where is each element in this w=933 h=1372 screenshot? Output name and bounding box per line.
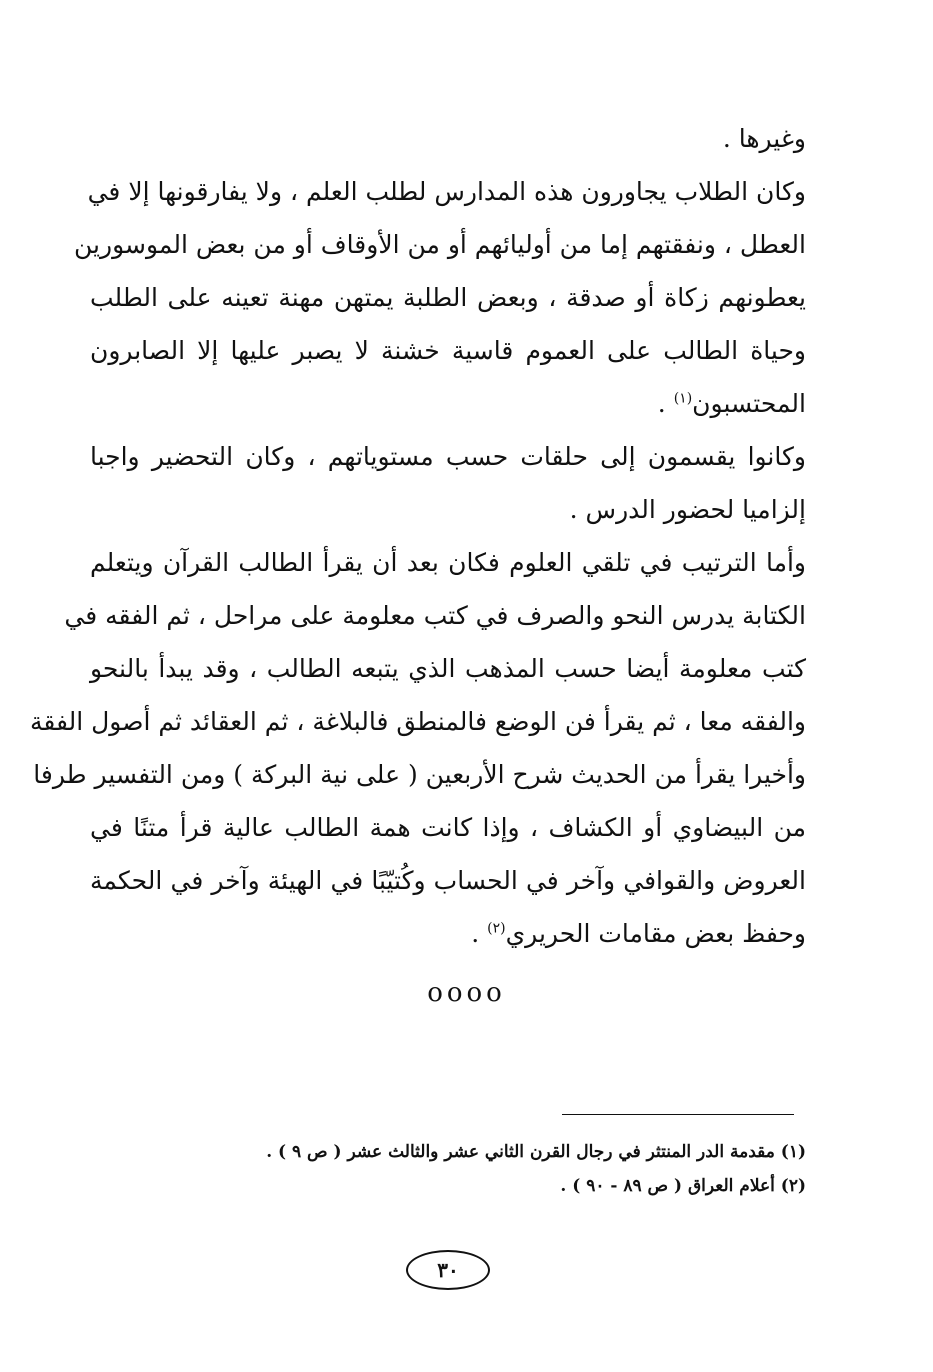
text-line: وأما الترتيب في تلقي العلوم فكان بعد أن يقرأ الطالب القرآن ويتعلم	[90, 548, 806, 577]
footnotes	[100, 1135, 806, 1203]
text-line: وكان الطلاب يجاورون هذه المدارس لطلب العلم ، ولا يفارقونها إلا في	[87, 177, 806, 206]
footnote-item: (١) مقدمة الدر المنتثر في رجال القرن الثاني عشر والثالث عشر ( ص ٩ ) .	[266, 1142, 806, 1162]
footnote-item: (٢) أعلام العراق ( ص ٨٩ - ٩٠ ) .	[560, 1176, 806, 1196]
text-line: الكتابة يدرس النحو والصرف في كتب معلومة على مراحل ، ثم الفقه في	[64, 601, 806, 630]
text-line: العطل ، ونفقتهم إما من أوليائهم أو من الأوقاف أو من بعض الموسورين	[74, 230, 806, 259]
text-fragment: المحتسبون	[692, 389, 806, 418]
text-line: العروض والقوافي وآخر في الحساب وكُتيّبًا في الهيئة وآخر في الحكمة	[90, 866, 806, 895]
text-line: وأخيرا يقرأ من الحديث شرح الأربعين ( على نية البركة ) ومن التفسير طرفا	[33, 760, 806, 789]
text-fragment: .	[471, 919, 488, 948]
text-line: والفقه معا ، ثم يقرأ فن الوضع فالمنطق فالبلاغة ، ثم العقائد ثم أصول الفقة	[29, 707, 806, 736]
text-fragment: وحفظ بعض مقامات الحريري	[505, 919, 806, 948]
text-line-with-footnote	[90, 907, 806, 960]
footnote-reference: (٢)	[487, 920, 506, 937]
text-line: وكانوا يقسمون إلى حلقات حسب مستوياتهم ، وكان التحضير واجبا	[90, 442, 806, 471]
text-line: من البيضاوي أو الكشاف ، وإذا كانت همة الطالب عالية قرأ متنًا في	[90, 813, 806, 842]
page-number-frame	[406, 1250, 490, 1290]
text-line: يعطونهم زكاة أو صدقة ، وبعض الطلبة يمتهن مهنة تعينه على الطلب	[90, 283, 806, 312]
main-text	[29, 112, 806, 960]
text-line: وغيرها .	[722, 124, 806, 153]
footnote-divider	[562, 1114, 794, 1115]
page-number: ٣٠	[437, 1258, 459, 1282]
text-line: كتب معلومة أيضا حسب المذهب الذي يتبعه الطالب ، وقد يبدأ بالنحو	[90, 654, 806, 683]
section-separator: oooo	[427, 978, 506, 1008]
text-line: وحياة الطالب على العموم قاسية خشنة لا يصبر عليها إلا الصابرون	[90, 336, 806, 365]
footnote-reference: (١)	[673, 390, 693, 407]
text-line: إلزاميا لحضور الدرس .	[569, 495, 806, 524]
text-fragment: .	[657, 389, 674, 418]
text-line-with-footnote	[90, 377, 806, 430]
